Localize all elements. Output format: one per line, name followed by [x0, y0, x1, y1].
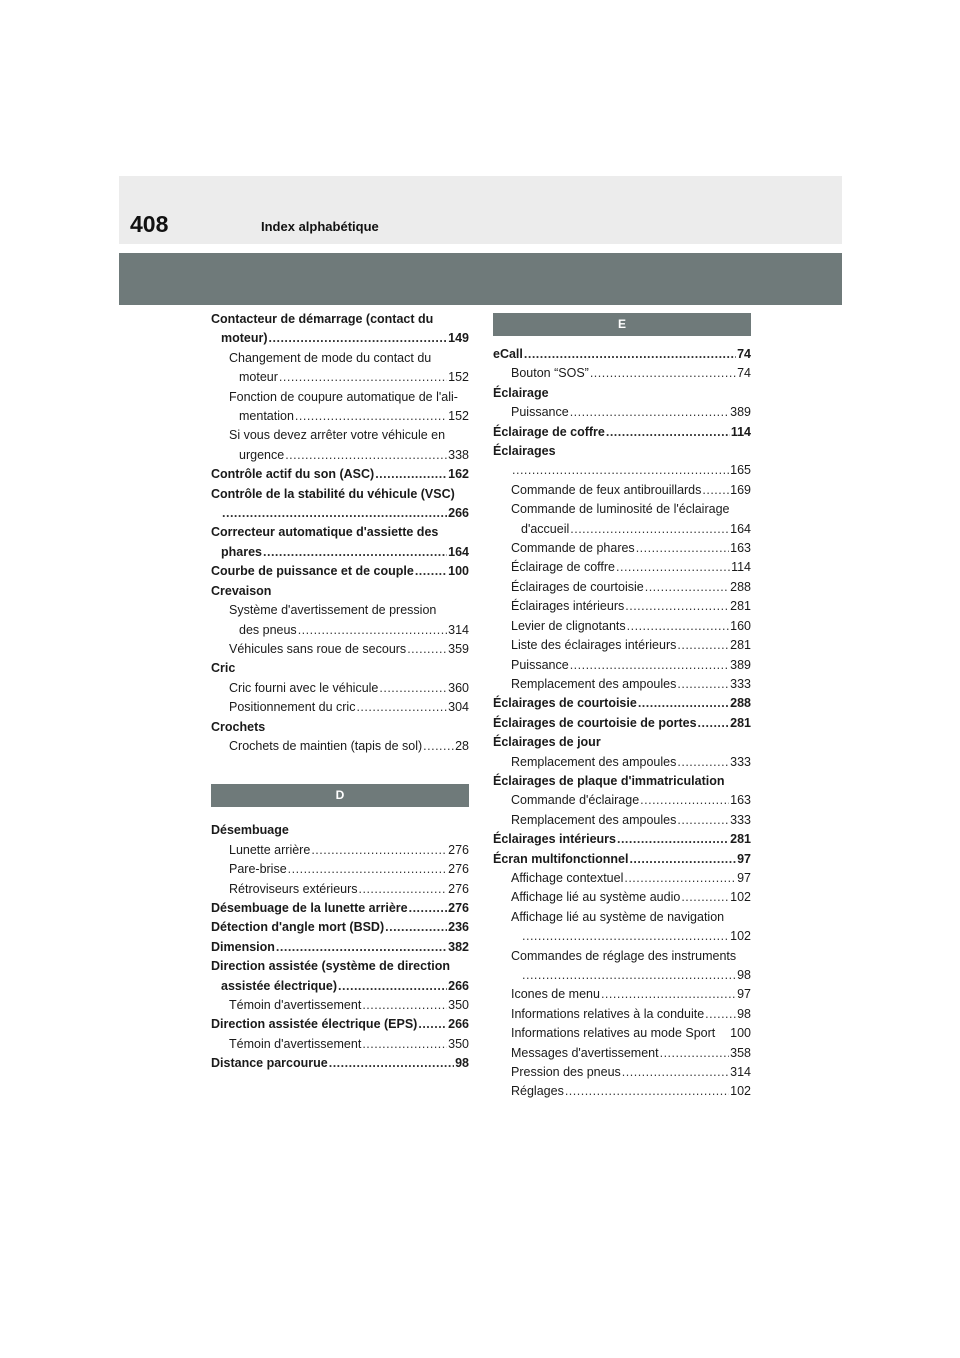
- entry-text: Témoin d'avertissement: [229, 1036, 362, 1051]
- index-entry: [493, 345, 751, 364]
- entry-text: Contrôle actif du son (ASC): [211, 467, 375, 482]
- index-entry: [211, 679, 469, 698]
- dot-leader: [362, 996, 447, 1015]
- index-entry: [211, 1054, 469, 1073]
- entry-text: Positionnement du cric: [229, 700, 356, 715]
- entry-page-number: 100: [448, 564, 469, 579]
- entry-text: Correcteur automatique d'assiette des: [211, 525, 439, 540]
- dot-leader: [645, 578, 729, 597]
- entry-page-number: 114: [730, 424, 751, 439]
- index-entry: [493, 811, 751, 830]
- page-number: 408: [130, 211, 169, 237]
- entry-text: eCall: [493, 347, 523, 361]
- entry-page-number: 338: [448, 447, 469, 462]
- entry-text: Remplacement des ampoules: [511, 812, 677, 827]
- entry-text: d'accueil: [521, 521, 570, 536]
- entry-text: Bouton “SOS”: [511, 366, 589, 381]
- entry-text: Éclairages de jour: [493, 735, 601, 750]
- index-entry: [493, 500, 751, 519]
- index-entry: [493, 733, 751, 752]
- entry-page-number: 350: [448, 998, 469, 1012]
- index-entry: [493, 423, 751, 442]
- entry-text: Direction assistée (système de direction: [211, 959, 450, 974]
- index-entry: [493, 597, 751, 616]
- entry-text: Distance parcourue: [211, 1056, 328, 1071]
- entry-page-number: 266: [448, 1017, 469, 1032]
- index-entry: [493, 578, 751, 597]
- dot-leader: [379, 679, 447, 698]
- dot-leader: [415, 562, 447, 581]
- entry-text: mentation: [239, 409, 294, 424]
- index-list-e: [493, 345, 751, 1102]
- entry-text: Désembuage de la lunette arrière: [211, 900, 408, 915]
- index-entry: [493, 481, 751, 500]
- index-entry: [211, 329, 469, 348]
- entry-page-number: 163: [730, 793, 751, 808]
- dot-leader: [590, 364, 736, 383]
- entry-text: Crochets: [211, 719, 266, 734]
- entry-page-number: 276: [448, 842, 469, 857]
- index-entry: [211, 659, 469, 678]
- entry-text: Éclairages de plaque d'immatriculation: [493, 773, 725, 788]
- entry-text: Affichage lié au système de navigation: [511, 909, 725, 924]
- entry-page-number: 333: [730, 812, 751, 827]
- entry-text: Commande de phares: [511, 541, 635, 556]
- index-entry: [493, 772, 751, 791]
- entry-text: Contrôle de la stabilité du véhicule (VSC): [211, 486, 455, 501]
- entry-text: Crochets de maintien (tapis de sol): [229, 738, 423, 753]
- index-entry: [211, 718, 469, 737]
- index-entry: [493, 927, 751, 946]
- index-entry: [493, 1044, 751, 1063]
- index-entry: [493, 675, 751, 694]
- entry-page-number: 102: [730, 929, 751, 944]
- entry-page-number: 97: [737, 987, 751, 1002]
- entry-page-number: 266: [448, 506, 469, 521]
- index-entry: [493, 753, 751, 772]
- index-entry: [211, 621, 469, 640]
- index-entry: [211, 938, 469, 957]
- index-entry: [211, 899, 469, 918]
- entry-page-number: 74: [737, 366, 751, 381]
- index-entry: [211, 523, 469, 542]
- entry-text: Éclairages intérieurs: [511, 599, 625, 614]
- entry-text: Changement de mode du contact du: [229, 350, 432, 365]
- index-entry: [493, 539, 751, 558]
- entry-page-number: 152: [448, 409, 469, 424]
- header-grey-bar: [119, 253, 842, 305]
- entry-page-number: 288: [730, 579, 751, 594]
- entry-text: Commande de feux antibrouillards: [511, 482, 702, 497]
- entry-text: Désembuage: [211, 823, 289, 838]
- entry-text: Rétroviseurs extérieurs: [229, 881, 358, 896]
- index-entry: [493, 1063, 751, 1082]
- entry-page-number: 102: [730, 890, 751, 905]
- index-entry: [211, 310, 469, 329]
- dot-leader: [622, 1063, 729, 1082]
- entry-page-number: 281: [730, 638, 751, 653]
- dot-leader: [606, 423, 730, 442]
- index-entry: [493, 908, 751, 927]
- index-entry: [211, 640, 469, 659]
- dot-leader: [702, 481, 729, 500]
- index-entry: [211, 504, 469, 523]
- entry-page-number: 28: [455, 738, 469, 753]
- entry-page-number: 100: [730, 1026, 751, 1041]
- dot-leader: [423, 737, 454, 756]
- index-entry: [493, 966, 751, 985]
- entry-page-number: 281: [730, 715, 751, 730]
- dot-leader: [681, 888, 729, 907]
- index-entry: [493, 947, 751, 966]
- entry-page-number: 98: [737, 968, 751, 982]
- entry-page-number: 304: [448, 700, 469, 715]
- entry-page-number: 314: [730, 1065, 751, 1080]
- index-entry: [493, 869, 751, 888]
- index-entry: [211, 821, 469, 840]
- dot-leader: [698, 714, 730, 733]
- section-title: Index alphabétique: [261, 219, 379, 234]
- index-list-c: [211, 310, 469, 756]
- entry-page-number: 276: [448, 862, 469, 877]
- dot-leader: [362, 1035, 447, 1054]
- dot-leader: [636, 539, 729, 558]
- dot-leader: [409, 899, 448, 918]
- entry-text: Éclairages: [493, 444, 556, 459]
- dot-leader: [522, 927, 729, 946]
- dot-leader: [624, 869, 736, 888]
- index-entry: [493, 1024, 751, 1043]
- entry-text: Remplacement des ampoules: [511, 754, 677, 769]
- entry-page-number: 333: [730, 754, 751, 769]
- index-column-left: [211, 310, 469, 1074]
- entry-page-number: 358: [730, 1045, 751, 1060]
- dot-leader: [625, 597, 729, 616]
- index-entry: [211, 737, 469, 756]
- dot-leader: [660, 1044, 730, 1063]
- entry-text: phares: [221, 544, 262, 559]
- index-entry: [211, 1035, 469, 1054]
- index-entry: [211, 841, 469, 860]
- index-entry: [493, 791, 751, 810]
- entry-text: Courbe de puissance et de couple: [211, 564, 414, 579]
- dot-leader: [338, 977, 447, 996]
- entry-page-number: 389: [730, 657, 751, 672]
- entry-page-number: 276: [448, 900, 469, 915]
- entry-page-number: 359: [448, 641, 469, 656]
- entry-text: Dimension: [211, 939, 275, 954]
- dot-leader: [295, 407, 447, 426]
- entry-text: Éclairages de courtoisie: [511, 579, 644, 594]
- index-entry: [211, 543, 469, 562]
- index-entry: [211, 426, 469, 445]
- dot-leader: [677, 636, 729, 655]
- entry-page-number: 160: [730, 618, 751, 633]
- dot-leader: [288, 860, 447, 879]
- index-entry: [493, 617, 751, 636]
- entry-text: Liste des éclairages intérieurs: [511, 638, 677, 653]
- entry-page-number: 266: [448, 978, 469, 993]
- entry-text: Commandes de réglage des instruments: [511, 948, 737, 963]
- entry-text: Fonction de coupure automatique de l'ali-: [229, 389, 458, 404]
- index-entry: [211, 485, 469, 504]
- dot-leader: [375, 465, 447, 484]
- index-column-right: [493, 313, 751, 1102]
- entry-text: Pare-brise: [229, 862, 287, 877]
- dot-leader: [359, 880, 448, 899]
- index-entry: [211, 1015, 469, 1034]
- entry-text: Informations relatives au mode Sport: [511, 1026, 716, 1041]
- index-entry: [211, 446, 469, 465]
- index-entry: [211, 349, 469, 368]
- entry-page-number: 281: [730, 599, 751, 614]
- index-entry: [211, 562, 469, 581]
- entry-text: Direction assistée électrique (EPS): [211, 1017, 418, 1032]
- entry-text: Témoin d'avertissement: [229, 998, 362, 1012]
- index-entry: [211, 977, 469, 996]
- index-entry: [211, 601, 469, 620]
- index-entry: [493, 461, 751, 480]
- header-band: [119, 176, 842, 244]
- entry-text: Pression des pneus: [511, 1065, 621, 1080]
- entry-text: Véhicules sans roue de secours: [229, 641, 407, 656]
- dot-leader: [617, 830, 729, 849]
- index-entry: [493, 656, 751, 675]
- dot-leader: [677, 675, 729, 694]
- index-list-d: [211, 821, 469, 1073]
- entry-text: Commande de luminosité de l'éclairage: [511, 502, 730, 517]
- index-entry: [493, 850, 751, 869]
- index-entry: [493, 985, 751, 1004]
- entry-page-number: 149: [448, 331, 469, 346]
- entry-page-number: 350: [448, 1036, 469, 1051]
- entry-page-number: 236: [448, 920, 469, 935]
- entry-page-number: 281: [730, 832, 751, 847]
- entry-text: Remplacement des ampoules: [511, 676, 677, 691]
- index-entry: [493, 1082, 751, 1101]
- dot-leader: [418, 1015, 447, 1034]
- dot-leader: [705, 1005, 736, 1024]
- dot-leader: [512, 461, 729, 480]
- dot-leader: [222, 504, 447, 523]
- dot-leader: [570, 520, 729, 539]
- dot-leader: [522, 966, 736, 985]
- entry-page-number: 163: [730, 541, 751, 556]
- index-entry: [493, 442, 751, 461]
- dot-leader: [570, 403, 729, 422]
- entry-page-number: 360: [448, 680, 469, 695]
- entry-page-number: 114: [731, 560, 751, 575]
- index-entry: [493, 636, 751, 655]
- entry-text: Cric fourni avec le véhicule: [229, 680, 379, 695]
- index-entry: [493, 694, 751, 713]
- index-entry: [211, 698, 469, 717]
- entry-text: Cric: [211, 661, 236, 676]
- entry-text: Commande d'éclairage: [511, 793, 640, 808]
- entry-text: Messages d'avertissement: [511, 1045, 659, 1060]
- dot-leader: [298, 621, 447, 640]
- entry-text: Icones de menu: [511, 987, 600, 1002]
- entry-page-number: 165: [730, 463, 751, 478]
- dot-leader: [640, 791, 729, 810]
- entry-page-number: 333: [730, 676, 751, 691]
- index-entry: [211, 860, 469, 879]
- dot-leader: [285, 446, 447, 465]
- entry-page-number: 97: [737, 870, 751, 885]
- index-entry: [211, 918, 469, 937]
- dot-leader: [616, 558, 730, 577]
- entry-text: Affichage contextuel: [511, 870, 624, 885]
- entry-page-number: 98: [455, 1056, 469, 1071]
- entry-text: Affichage lié au système audio: [511, 890, 681, 905]
- entry-text: Détection d'angle mort (BSD): [211, 920, 385, 935]
- entry-text: moteur: [239, 370, 278, 385]
- entry-page-number: 102: [730, 1084, 751, 1099]
- index-entry: [211, 582, 469, 601]
- entry-page-number: 382: [448, 939, 469, 954]
- entry-page-number: 276: [448, 881, 469, 896]
- dot-leader: [385, 918, 447, 937]
- dot-leader: [276, 938, 447, 957]
- dot-leader: [627, 617, 729, 636]
- index-entry: [211, 407, 469, 426]
- entry-text: Puissance: [511, 405, 569, 420]
- entry-text: Éclairage de coffre: [493, 424, 605, 439]
- entry-text: Si vous devez arrêter votre véhicule en: [229, 428, 446, 443]
- dot-leader: [524, 345, 736, 364]
- index-entry: [493, 830, 751, 849]
- entry-text: urgence: [239, 447, 285, 462]
- entry-page-number: 288: [730, 696, 751, 711]
- entry-page-number: 97: [737, 851, 751, 866]
- entry-page-number: 164: [448, 544, 469, 559]
- entry-page-number: 164: [730, 521, 751, 536]
- dot-leader: [356, 698, 447, 717]
- index-entry: [493, 714, 751, 733]
- entry-page-number: 152: [448, 370, 469, 385]
- dot-leader: [279, 368, 447, 387]
- dot-leader: [263, 543, 447, 562]
- entry-page-number: 314: [448, 622, 469, 637]
- index-entry: [493, 403, 751, 422]
- index-entry: [493, 520, 751, 539]
- index-entry: [493, 364, 751, 383]
- entry-text: Éclairage de coffre: [511, 560, 615, 575]
- dot-leader: [329, 1054, 454, 1073]
- dot-leader: [565, 1082, 729, 1101]
- entry-page-number: 98: [737, 1006, 751, 1021]
- index-entry: [493, 1005, 751, 1024]
- entry-text: Éclairages de courtoisie de portes: [493, 715, 697, 730]
- entry-text: Éclairages de courtoisie: [493, 696, 637, 711]
- entry-text: Éclairage: [493, 385, 549, 400]
- entry-text: Éclairages intérieurs: [493, 832, 616, 847]
- entry-text: Levier de clignotants: [511, 618, 626, 633]
- entry-text: Système d'avertissement de pression: [229, 603, 437, 618]
- dot-leader: [629, 850, 736, 869]
- entry-text: Informations relatives à la conduite: [511, 1006, 705, 1021]
- entry-text: assistée électrique): [221, 978, 338, 993]
- entry-text: Puissance: [511, 657, 569, 672]
- entry-page-number: 162: [448, 467, 469, 482]
- index-entry: [493, 558, 751, 577]
- index-entry: [211, 880, 469, 899]
- entry-page-number: 389: [730, 405, 751, 420]
- letter-heading-d: D: [211, 784, 469, 807]
- dot-leader: [638, 694, 729, 713]
- entry-text: moteur): [221, 331, 268, 346]
- entry-text: des pneus: [239, 622, 297, 637]
- index-entry: [211, 996, 469, 1015]
- dot-leader: [407, 640, 447, 659]
- dot-leader: [311, 841, 447, 860]
- dot-leader: [269, 329, 448, 348]
- entry-text: Crevaison: [211, 583, 272, 598]
- index-entry: [211, 957, 469, 976]
- entry-text: Lunette arrière: [229, 842, 311, 857]
- entry-text: Contacteur de démarrage (contact du: [211, 312, 434, 326]
- dot-leader: [601, 985, 736, 1004]
- entry-text: Écran multifonctionnel: [493, 851, 629, 866]
- letter-heading-e: E: [493, 313, 751, 336]
- entry-page-number: 74: [737, 347, 751, 361]
- index-entry: [493, 888, 751, 907]
- entry-page-number: 169: [730, 482, 751, 497]
- index-entry: [211, 368, 469, 387]
- index-entry: [211, 388, 469, 407]
- dot-leader: [677, 753, 729, 772]
- dot-leader: [677, 811, 729, 830]
- entry-text: Réglages: [511, 1084, 564, 1099]
- index-entry: [211, 465, 469, 484]
- index-entry: [493, 384, 751, 403]
- dot-leader: [570, 656, 729, 675]
